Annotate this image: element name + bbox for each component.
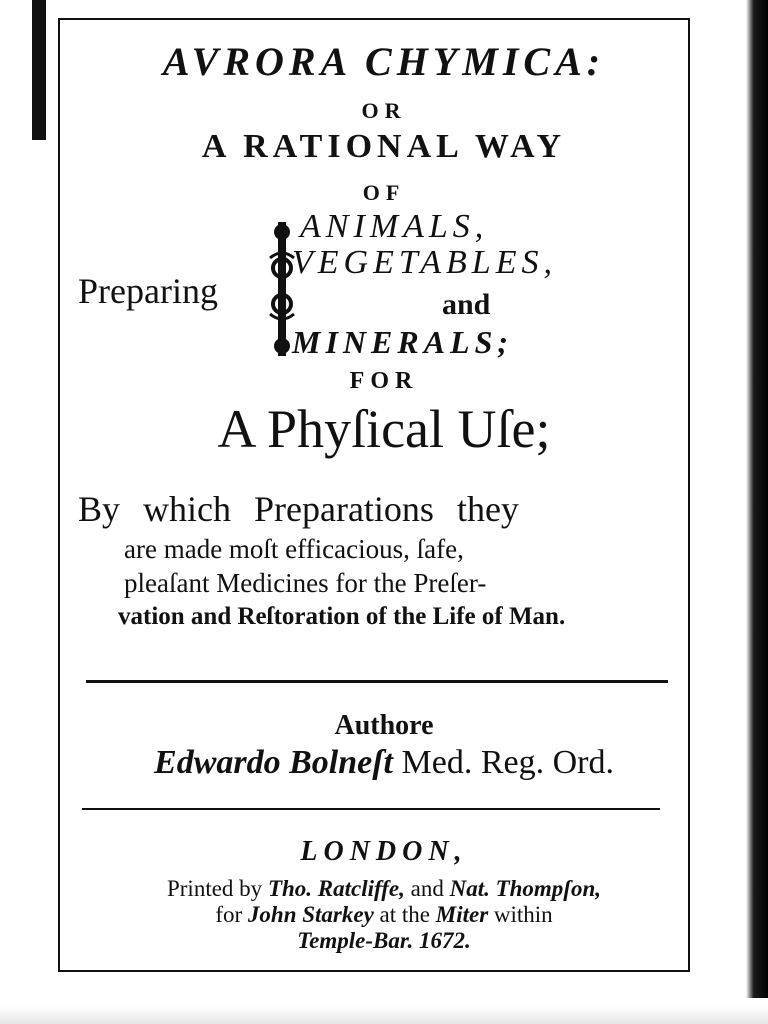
subtitle: A RATIONAL WAY: [201, 128, 567, 165]
imprint-within: within: [493, 902, 553, 927]
imprint-location: Temple-Bar.: [297, 928, 414, 953]
item-minerals: MINERALS;: [292, 324, 514, 360]
author-line: [0, 744, 768, 782]
imprint-line-1: [0, 876, 768, 902]
subtitle-connector-of: OF: [362, 180, 406, 205]
title-connector-or: OR: [361, 98, 407, 123]
imprint-for: for: [215, 902, 243, 927]
book-title: AVRORA CHYMICA:: [162, 39, 606, 84]
imprint-printed-by: Printed by: [166, 876, 263, 901]
item-vegetables: VEGETABLES,: [292, 244, 557, 281]
preparing-label: Preparing: [78, 271, 218, 311]
imprint-line-3: [0, 928, 768, 954]
description-line-4: vation and Reſtoration of the Life of Man.: [118, 603, 566, 630]
divider-rule-bottom: [82, 808, 660, 810]
description-line-1: By which Preparations they: [78, 489, 519, 529]
item-animals: ANIMALS,: [300, 208, 489, 245]
purpose-heading: A Phyſical Uſe;: [217, 399, 551, 459]
imprint-line-2: [0, 902, 768, 928]
authore-label: Authore: [334, 710, 434, 741]
imprint-sign: Miter: [435, 902, 489, 927]
imprint-and: and: [410, 876, 444, 901]
imprint-at-the: at the: [379, 902, 430, 927]
imprint-bookseller: John Starkey: [247, 902, 374, 927]
author-name: Edwardo Bolneſt: [154, 744, 393, 781]
purpose-connector-for: FOR: [349, 368, 419, 394]
imprint-year: 1672.: [419, 928, 471, 953]
scan-bottom-edge: [0, 998, 768, 1024]
description-line-2: are made moſt efficacious, ſafe,: [124, 534, 464, 564]
imprint-printer-1: Tho. Ratcliffe,: [267, 876, 405, 901]
description-line-3: pleaſant Medicines for the Preſer-: [124, 568, 487, 598]
imprint-printer-2: Nat. Thompſon,: [449, 876, 602, 901]
imprint-place: LONDON,: [300, 836, 468, 867]
divider-rule-top: [86, 680, 668, 683]
item-conjunction-and: and: [442, 288, 491, 321]
author-credential: Med. Reg. Ord.: [401, 744, 614, 781]
